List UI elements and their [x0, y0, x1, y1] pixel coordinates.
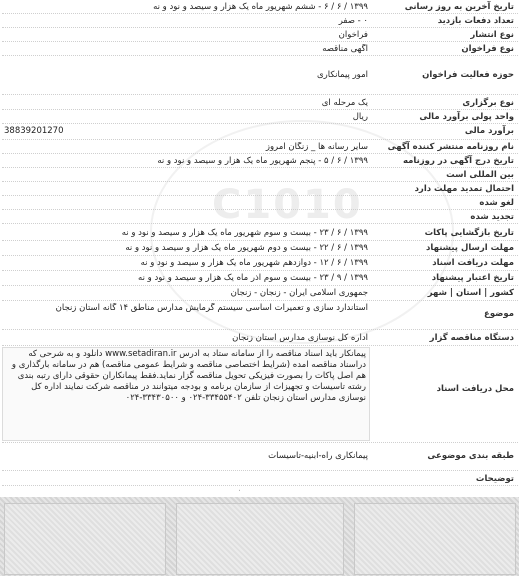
value-receive-deadline: ۱۳۹۹ / ۶ / ۱۲ - دوازدهم شهریور ماه یک هزار و سیصد و نود و نه — [140, 258, 368, 268]
value-currency: ریال — [352, 112, 368, 122]
bottom-panel-right — [354, 503, 516, 575]
label-call-type: نوع فراخوان — [461, 44, 514, 54]
label-newspaper: نام روزنامه منتشر کننده آگهی — [387, 142, 514, 152]
how-to-get-box — [2, 347, 370, 441]
row-hold-type — [2, 96, 518, 110]
value-category: پیمانکاری راه-ابنیه-تاسیسات — [268, 451, 368, 461]
label-renewed: تجدید شده — [470, 212, 514, 222]
row-international — [2, 168, 518, 182]
row-receive-deadline — [2, 256, 518, 271]
value-newspaper-date: ۱۳۹۹ / ۶ / ۵ - پنجم شهریور ماه یک هزار و سیصد و نود و نه — [157, 156, 368, 166]
value-send-deadline: ۱۳۹۹ / ۶ / ۲۲ - بیست و دوم شهریور ماه یک هزار و سیصد و نود و نه — [125, 243, 368, 253]
label-opening-date: تاریخ بازگشایی پاکات — [424, 228, 514, 238]
label-organization: دستگاه مناقصه گزار — [429, 333, 514, 343]
label-publish-type: نوع انتشار — [470, 30, 514, 40]
footer-dot: ٠ — [238, 487, 242, 494]
row-extension — [2, 182, 518, 196]
row-currency — [2, 110, 518, 124]
label-location: کشور | استان | شهر — [427, 288, 514, 298]
label-activity: حوزه فعالیت فراخوان — [422, 70, 514, 80]
row-opening-date — [2, 226, 518, 241]
row-newspaper — [2, 140, 518, 154]
label-category: طبقه بندی موضوعی — [427, 451, 514, 461]
label-receive-deadline: مهلت دریافت اسناد — [432, 258, 514, 268]
bottom-textured-area — [0, 497, 519, 576]
row-newspaper-date — [2, 154, 518, 168]
label-newspaper-date: تاریخ درج آگهی در روزنامه — [402, 156, 514, 166]
row-activity — [2, 56, 518, 95]
label-notes: توضیحات — [475, 474, 514, 484]
label-cancelled: لغو شده — [479, 198, 514, 208]
row-call-type — [2, 42, 518, 56]
label-last-update: تاریخ آخرین به روز رسانی — [404, 2, 514, 12]
value-validity: ۱۳۹۹ / ۹ / ۲۳ - بیست و سوم آذر ماه یک هزار و سیصد و نود و نه — [138, 273, 368, 283]
bottom-panel-middle — [176, 503, 344, 575]
row-publish-type — [2, 28, 518, 42]
value-call-type: آگهی مناقصه — [322, 44, 368, 54]
row-last-update — [2, 0, 518, 14]
row-organization — [2, 331, 518, 346]
row-send-deadline — [2, 241, 518, 256]
row-subject — [2, 301, 518, 330]
value-how-to-get: پیمانکار باید اسناد مناقصه را از سامانه ستاد به آدرس www.setadiran.ir دانلود و به شرحی که دراسناد مناقصه امده (شرایط اختصاصی مناقصه و شرایط عمومی مناقصه) هم در سامانه بارگذاری و هم اصل پاکات را بصورت فیزیکی تحویل مناقصه گزار نماید.فقط پیمانکاران حقوقی دارای رتبه بندی رشته تاسیسات و تجهیزات از سازمان برنامه و بودجه میتوانند در مناقصه شرکت نمایند اداره کل نوسازی مدارس استان زنجان تلفن ۳۳۴۵۵۴۰۲-۰۲۴ و ۳۳۴۳۰۵۰۰-۰۲۴ — [11, 349, 366, 403]
value-hold-type: یک مرحله ای — [321, 98, 368, 108]
row-notes — [2, 472, 518, 486]
value-estimate: 38839201270 — [4, 126, 64, 136]
bottom-panel-left — [4, 503, 166, 575]
value-activity: امور پیمانکاری — [317, 70, 368, 80]
label-extension: احتمال تمدید مهلت دارد — [414, 184, 514, 194]
value-location: جمهوری اسلامی ایران - زنجان - زنجان — [230, 288, 368, 298]
row-category — [2, 444, 518, 471]
label-validity: تاریخ اعتبار پیشنهاد — [431, 273, 514, 283]
value-visits: ۰ - صفر — [338, 16, 368, 26]
row-estimate — [2, 124, 518, 140]
value-newspaper: سایر رسانه ها _ زنگان امروز — [265, 142, 368, 152]
label-currency: واحد پولی برآورد مالی — [419, 112, 514, 122]
label-visits: تعداد دفعات بازدید — [437, 16, 514, 26]
label-hold-type: نوع برگزاری — [462, 98, 514, 108]
label-send-deadline: مهلت ارسال پیشنهاد — [426, 243, 514, 253]
watermark-text: C1010 — [212, 182, 363, 228]
label-subject: موضوع — [484, 309, 514, 319]
label-how-to-get: محل دریافت اسناد — [436, 384, 514, 394]
row-validity — [2, 271, 518, 286]
row-visits — [2, 14, 518, 28]
value-organization: اداره کل نوسازی مدارس استان زنجان — [232, 333, 368, 343]
label-estimate: برآورد مالی — [464, 126, 514, 136]
label-international: بین المللی است — [446, 170, 514, 180]
value-last-update: ۱۳۹۹ / ۶ / ۶ - ششم شهریور ماه یک هزار و سیصد و نود و نه — [153, 2, 368, 12]
value-publish-type: فراخوان — [338, 30, 368, 40]
row-renewed — [2, 210, 518, 224]
value-opening-date: ۱۳۹۹ / ۶ / ۲۳ - بیست و سوم شهریور ماه یک هزار و سیصد و نود و نه — [121, 228, 368, 238]
value-subject: استاندارد سازی و تعمیرات اساسی سیستم گرمایش مدارس مناطق ۱۴ گانه استان زنجان — [55, 303, 368, 313]
row-how-to-get — [2, 346, 518, 443]
row-location — [2, 286, 518, 301]
row-cancelled — [2, 196, 518, 210]
